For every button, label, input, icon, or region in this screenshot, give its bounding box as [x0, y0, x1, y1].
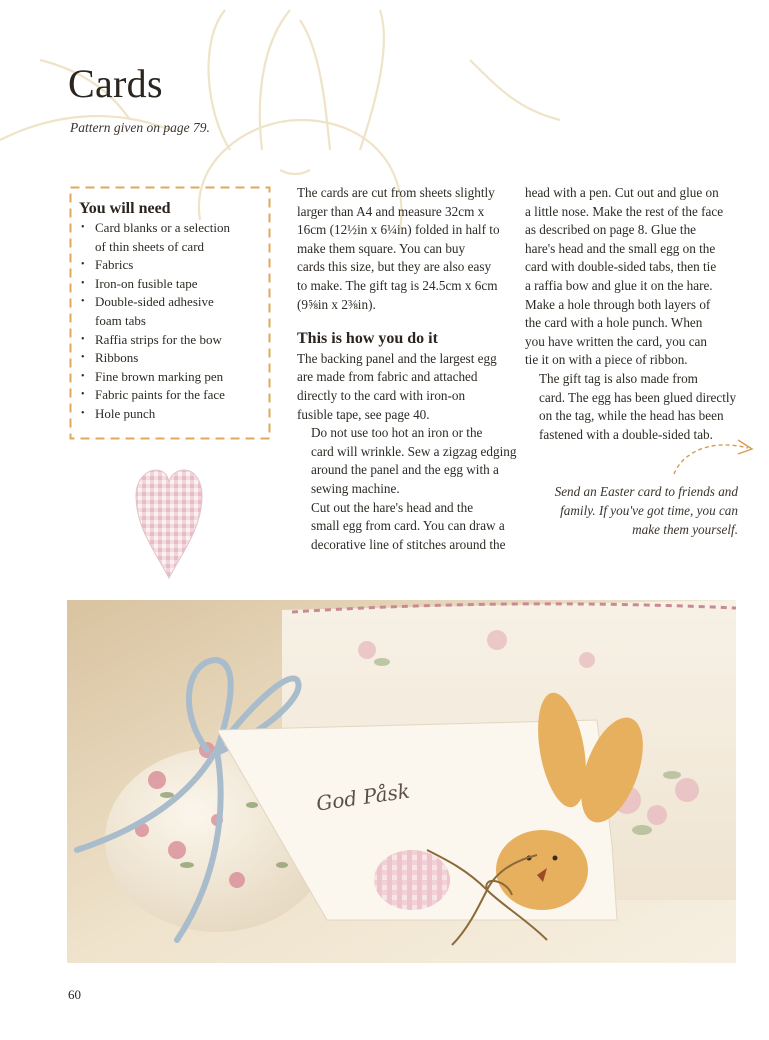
instruction-paragraph: Cut out the hare's head and the small egg from card. You can draw a decorative line of stitches around the: [311, 499, 506, 552]
list-item: • Fabric paints for the face: [79, 386, 263, 405]
instruction-paragraph: The gift tag is also made from card. The egg has been glued directly on the tag, while the head has been fastened with a double-sided tab.: [539, 370, 737, 442]
page-title: Cards: [68, 61, 163, 106]
gingham-heart-illustration: [134, 468, 204, 580]
list-item: • Fine brown marking pen: [79, 368, 263, 387]
instruction-paragraph: Do not use too hot an iron or the card will wrinkle. Sew a zigzag edging around the panel and the egg with a sewing machine.: [311, 425, 517, 496]
photo-illustration: [67, 600, 736, 963]
list-item: • Hole punch: [79, 405, 263, 424]
materials-list: [79, 219, 263, 424]
materials-heading: You will need: [79, 200, 171, 217]
instructions-column-2: [525, 184, 743, 444]
intro-paragraph: The cards are cut from sheets slightly larger than A4 and measure 32cm x 16cm (12½in x 6¼in) folded in half to make them square. You can buy cards this size, but they are also easy to make. The gift tag is 24.5cm x 6cm (9⅝in x 2⅜in).: [297, 185, 500, 312]
instructions-column-1: [297, 184, 517, 554]
materials-box: [69, 186, 271, 440]
list-item: • Ribbons: [79, 349, 263, 368]
page-number: 60: [68, 987, 81, 1002]
section-heading: This is how you do it: [297, 330, 438, 348]
list-item: • Card blanks or a selection of thin sheets of card: [79, 219, 263, 256]
card-handwriting: God Påsk: [314, 778, 412, 816]
photo-caption: Send an Easter card to friends and family. If you've got time, you can make them yourself.: [554, 484, 738, 537]
instruction-paragraph: The backing panel and the largest egg are made from fabric and attached directly to the card with iron-on fusible tape, see page 40.: [297, 350, 497, 422]
list-item: • Fabrics: [79, 256, 263, 275]
instruction-paragraph: head with a pen. Cut out and glue on a little nose. Make the rest of the face as described on page 8. Glue the hare's head and the small egg on the card with double-sided tabs, then tie a raffia bow and glue it on the hare. Make a hole through both layers of the card with a hole punch. When you have written the card, you can tie it on with a piece of ribbon.: [525, 185, 724, 368]
list-item: • Iron-on fusible tape: [79, 275, 263, 294]
list-item: • Raffia strips for the bow: [79, 331, 263, 350]
cards-photo: [67, 600, 736, 963]
arrow-icon: [668, 418, 760, 478]
list-item: • Double-sided adhesive foam tabs: [79, 293, 263, 330]
pattern-reference: Pattern given on page 79.: [70, 120, 210, 135]
